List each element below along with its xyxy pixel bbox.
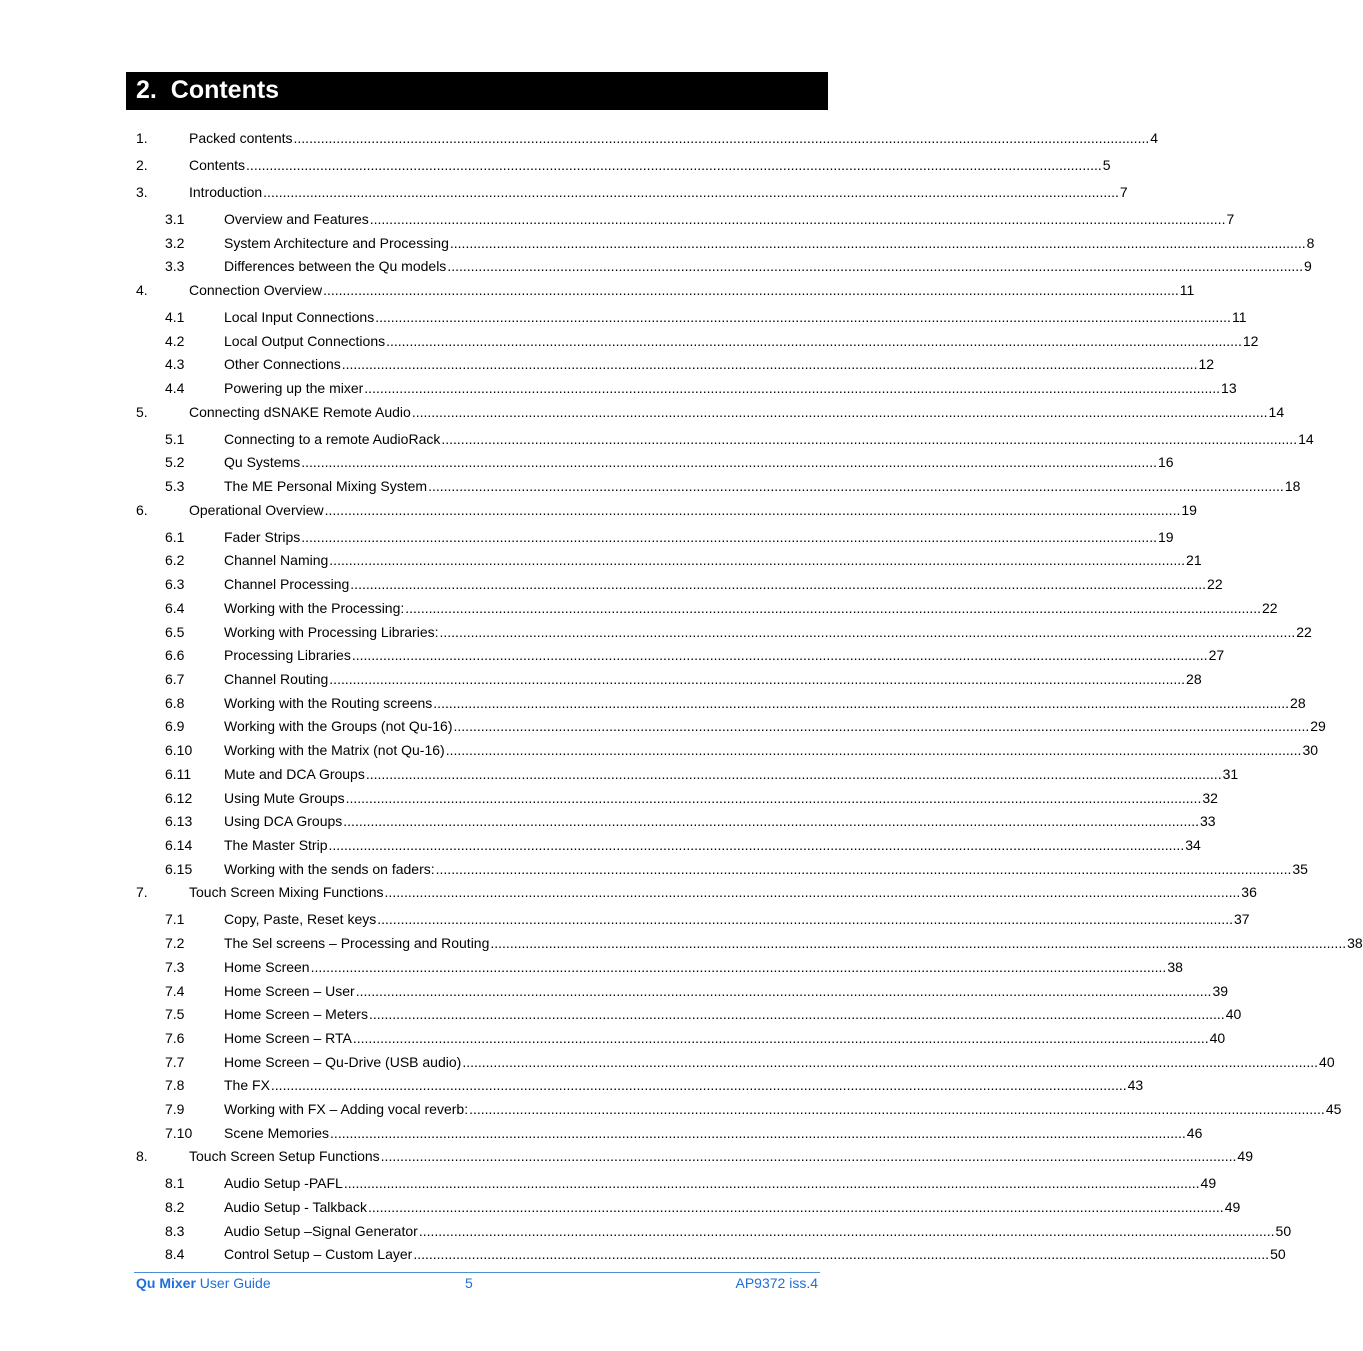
toc-entry-title: Audio Setup –Signal Generator: [224, 1223, 418, 1239]
toc-entry-page: 49: [1200, 1175, 1217, 1191]
toc-entry-page: 38: [1347, 935, 1363, 951]
toc-entry[interactable]: [0, 909, 1250, 929]
toc-entry-link[interactable]: [224, 256, 1312, 276]
toc-entry-title: Touch Screen Mixing Functions: [189, 884, 384, 900]
toc-dot-leader: ............................................................................................................................................................................................................................: [329, 671, 1186, 687]
toc-entry[interactable]: [0, 128, 1159, 148]
toc-entry-page: 4: [1150, 130, 1159, 146]
toc-entry[interactable]: [0, 788, 1218, 808]
toc-entry-page: 16: [1157, 454, 1174, 470]
toc-entry-link[interactable]: [224, 429, 1314, 449]
toc-entry-link[interactable]: [224, 1244, 1286, 1264]
toc-entry-page: 19: [1181, 502, 1197, 518]
toc-entry-number: 5.1: [165, 431, 185, 447]
toc-entry-number: 4.2: [165, 333, 185, 349]
footer-guide-title: [136, 1275, 271, 1291]
toc-entry-number: 6.1: [165, 529, 185, 545]
toc-entry-link[interactable]: [224, 933, 1363, 953]
toc-entry[interactable]: [0, 740, 1319, 760]
toc-entry-link[interactable]: [224, 378, 1237, 398]
toc-entry-title: Fader Strips: [224, 529, 301, 545]
toc-dot-leader: ............................................................................................................................................................................................................................: [330, 1125, 1186, 1141]
section-heading-bar: [126, 72, 828, 110]
toc-dot-leader: ............................................................................................................................................................................................................................: [462, 1054, 1319, 1070]
footer-brand: Qu Mixer: [136, 1275, 196, 1291]
toc-entry-title: Home Screen – User: [224, 983, 355, 999]
toc-entry-title: Working with the sends on faders:: [224, 861, 435, 877]
toc-entry[interactable]: [0, 598, 1278, 618]
toc-entry-page: 22: [1207, 576, 1223, 592]
toc-entry-title: The ME Personal Mixing System: [224, 478, 428, 494]
toc-entry-number: 4.1: [165, 309, 185, 325]
toc-entry-page: 27: [1208, 647, 1225, 663]
toc-dot-leader: ............................................................................................................................................................................................................................: [352, 1030, 1209, 1046]
toc-dot-leader: ............................................................................................................................................................................................................................: [447, 258, 1304, 274]
section-heading-title: Contents: [170, 76, 280, 104]
toc-entry[interactable]: [0, 1075, 1144, 1095]
toc-entry-number: 4.3: [165, 356, 185, 372]
toc-entry-page: 22: [1296, 624, 1312, 640]
toc-dot-leader: ............................................................................................................................................................................................................................: [323, 282, 1179, 298]
toc-entry-number: 4.4: [165, 380, 185, 396]
toc-entry-title: Other Connections: [224, 356, 341, 372]
toc-entry-title: The FX: [224, 1077, 270, 1093]
toc-entry-link[interactable]: [189, 500, 1197, 520]
toc-entry-link[interactable]: [224, 909, 1250, 929]
toc-entry-number: 6.13: [165, 813, 193, 829]
toc-entry[interactable]: [0, 933, 1363, 953]
toc-entry-title: Using Mute Groups: [224, 790, 345, 806]
toc-entry-number: 7.6: [165, 1030, 185, 1046]
toc-entry-number: 5.: [136, 404, 148, 420]
toc-entry-title: Working with FX – Adding vocal reverb:: [224, 1101, 469, 1117]
toc-entry-page: 19: [1157, 529, 1174, 545]
toc-entry-page: 29: [1310, 718, 1326, 734]
toc-entry-number: 6.11: [165, 766, 192, 782]
toc-entry-number: 3.3: [165, 258, 185, 274]
toc-entry-number: 4.: [136, 282, 148, 298]
toc-dot-leader: ............................................................................................................................................................................................................................: [368, 1006, 1225, 1022]
toc-entry-link[interactable]: [189, 1146, 1253, 1166]
toc-entry-link[interactable]: [224, 1075, 1144, 1095]
toc-entry-page: 9: [1304, 258, 1312, 274]
toc-entry[interactable]: [0, 378, 1237, 398]
toc-dot-leader: ............................................................................................................................................................................................................................: [310, 959, 1167, 975]
toc-entry-page: 43: [1127, 1077, 1144, 1093]
toc-dot-leader: ............................................................................................................................................................................................................................: [365, 766, 1222, 782]
toc-entry-link[interactable]: [224, 574, 1223, 594]
toc-entry-title: Home Screen – Meters: [224, 1006, 368, 1022]
toc-dot-leader: ............................................................................................................................................................................................................................: [453, 718, 1310, 734]
toc-entry-link[interactable]: [224, 233, 1315, 253]
toc-entry-number: 7.3: [165, 959, 185, 975]
toc-entry[interactable]: [0, 811, 1216, 831]
toc-entry-title: Overview and Features: [224, 211, 369, 227]
toc-dot-leader: ............................................................................................................................................................................................................................: [246, 157, 1102, 173]
toc-dot-leader: ............................................................................................................................................................................................................................: [329, 552, 1186, 568]
footer-divider: [134, 1272, 820, 1273]
toc-entry-page: 30: [1302, 742, 1319, 758]
toc-entry[interactable]: [0, 452, 1174, 472]
toc-entry-title: Powering up the mixer: [224, 380, 364, 396]
toc-entry[interactable]: [0, 402, 1285, 422]
toc-entry-title: Home Screen – Qu-Drive (USB audio): [224, 1054, 462, 1070]
toc-entry-link[interactable]: [224, 1123, 1203, 1143]
toc-entry-page: 18: [1284, 478, 1301, 494]
toc-entry-title: Copy, Paste, Reset keys: [224, 911, 377, 927]
toc-entry-link[interactable]: [224, 811, 1216, 831]
toc-dot-leader: ............................................................................................................................................................................................................................: [263, 184, 1119, 200]
toc-dot-leader: ............................................................................................................................................................................................................................: [351, 647, 1208, 663]
toc-entry-number: 6.: [136, 502, 148, 518]
toc-entry-page: 7: [1119, 184, 1128, 200]
toc-entry-title: Channel Processing: [224, 576, 350, 592]
toc-entry-number: 7.5: [165, 1006, 185, 1022]
toc-entry[interactable]: [0, 764, 1239, 784]
toc-dot-leader: ............................................................................................................................................................................................................................: [293, 130, 1150, 146]
toc-entry-number: 6.2: [165, 552, 185, 568]
section-heading-number: 2.: [136, 76, 157, 104]
toc-dot-leader: ............................................................................................................................................................................................................................: [384, 884, 1241, 900]
toc-entry[interactable]: [0, 500, 1197, 520]
toc-entry-number: 7.8: [165, 1077, 185, 1093]
toc-entry-link[interactable]: [224, 981, 1229, 1001]
toc-dot-leader: ............................................................................................................................................................................................................................: [350, 576, 1207, 592]
toc-entry-number: 7.10: [165, 1125, 193, 1141]
toc-entry-title: Differences between the Qu models: [224, 258, 447, 274]
toc-entry[interactable]: [0, 1244, 1286, 1264]
toc-dot-leader: ............................................................................................................................................................................................................................: [355, 983, 1212, 999]
toc-entry-page: 39: [1212, 983, 1229, 999]
toc-entry[interactable]: [0, 1173, 1217, 1193]
toc-entry-number: 8.4: [165, 1246, 185, 1262]
toc-entry-number: 6.7: [165, 671, 185, 687]
toc-dot-leader: ............................................................................................................................................................................................................................: [270, 1077, 1127, 1093]
toc-dot-leader: ............................................................................................................................................................................................................................: [441, 431, 1298, 447]
toc-entry[interactable]: [0, 550, 1202, 570]
toc-entry-page: 14: [1268, 404, 1285, 420]
toc-dot-leader: ............................................................................................................................................................................................................................: [301, 454, 1157, 470]
section-heading: [136, 76, 279, 105]
toc-entry-title: Home Screen – RTA: [224, 1030, 352, 1046]
toc-entry-title: Channel Naming: [224, 552, 329, 568]
toc-entry-link[interactable]: [224, 693, 1306, 713]
toc-entry-page: 11: [1231, 309, 1247, 325]
toc-entry-title: Audio Setup - Talkback: [224, 1199, 367, 1215]
toc-dot-leader: ............................................................................................................................................................................................................................: [343, 813, 1200, 829]
toc-entry-number: 6.10: [165, 742, 193, 758]
toc-entry-link[interactable]: [224, 1173, 1217, 1193]
toc-entry-link[interactable]: [224, 452, 1174, 472]
toc-entry[interactable]: [0, 209, 1235, 229]
toc-entry-page: 5: [1102, 157, 1111, 173]
toc-entry[interactable]: [0, 835, 1201, 855]
toc-entry-page: 21: [1186, 552, 1202, 568]
toc-entry-title: Operational Overview: [189, 502, 324, 518]
toc-entry-link[interactable]: [189, 155, 1111, 175]
toc-entry-title: Touch Screen Setup Functions: [189, 1148, 380, 1164]
toc-entry[interactable]: [0, 307, 1247, 327]
toc-entry-title: The Master Strip: [224, 837, 328, 853]
toc-entry-link[interactable]: [189, 882, 1257, 902]
toc-entry-link[interactable]: [224, 716, 1326, 736]
toc-entry-number: 8.3: [165, 1223, 185, 1239]
toc-entry-link[interactable]: [224, 1052, 1335, 1072]
toc-entry[interactable]: [0, 882, 1257, 902]
toc-entry-title: Working with Processing Libraries:: [224, 624, 439, 640]
toc-entry-link[interactable]: [224, 859, 1308, 879]
toc-entry[interactable]: [0, 527, 1174, 547]
toc-entry-page: 33: [1200, 813, 1216, 829]
toc-entry-title: Contents: [189, 157, 246, 173]
toc-entry-page: 11: [1179, 282, 1195, 298]
toc-entry-number: 7.2: [165, 935, 185, 951]
toc-dot-leader: ............................................................................................................................................................................................................................: [449, 235, 1306, 251]
toc-entry[interactable]: [0, 981, 1229, 1001]
toc-entry[interactable]: [0, 716, 1326, 736]
toc-entry-title: Working with the Processing:: [224, 600, 405, 616]
toc-entry-number: 7.4: [165, 983, 185, 999]
toc-entry-number: 7.1: [165, 911, 185, 927]
footer-doc-ref: AP9372 iss.4: [735, 1275, 818, 1291]
toc-entry-page: 40: [1225, 1006, 1242, 1022]
toc-entry-link[interactable]: [224, 331, 1259, 351]
toc-dot-leader: ............................................................................................................................................................................................................................: [301, 529, 1157, 545]
toc-entry[interactable]: [0, 1123, 1203, 1143]
toc-entry[interactable]: [0, 1099, 1342, 1119]
toc-entry-number: 8.2: [165, 1199, 185, 1215]
toc-entry-number: 3.1: [165, 211, 185, 227]
toc-entry-link[interactable]: [224, 957, 1183, 977]
toc-entry-page: 50: [1275, 1223, 1292, 1239]
toc-entry-number: 7.9: [165, 1101, 185, 1117]
toc-entry-title: Working with the Routing screens: [224, 695, 433, 711]
toc-entry[interactable]: [0, 669, 1202, 689]
toc-entry-title: Mute and DCA Groups: [224, 766, 365, 782]
toc-entry[interactable]: [0, 1028, 1226, 1048]
toc-entry-title: Connecting to a remote AudioRack: [224, 431, 441, 447]
toc-dot-leader: ............................................................................................................................................................................................................................: [469, 1101, 1325, 1117]
toc-entry-page: 28: [1290, 695, 1306, 711]
toc-entry-page: 34: [1185, 837, 1201, 853]
toc-entry-page: 46: [1186, 1125, 1203, 1141]
toc-dot-leader: ............................................................................................................................................................................................................................: [377, 911, 1233, 927]
toc-entry-title: Working with the Matrix (not Qu-16): [224, 742, 445, 758]
toc-dot-leader: ............................................................................................................................................................................................................................: [328, 837, 1185, 853]
footer-guide: User Guide: [199, 1275, 271, 1291]
toc-entry-page: 28: [1186, 671, 1202, 687]
toc-entry-number: 6.14: [165, 837, 193, 853]
toc-dot-leader: ............................................................................................................................................................................................................................: [345, 790, 1202, 806]
toc-dot-leader: ............................................................................................................................................................................................................................: [411, 404, 1268, 420]
toc-entry-title: Local Input Connections: [224, 309, 375, 325]
toc-entry-title: Local Output Connections: [224, 333, 386, 349]
toc-entry-page: 35: [1292, 861, 1308, 877]
toc-entry[interactable]: [0, 280, 1195, 300]
toc-dot-leader: ............................................................................................................................................................................................................................: [405, 600, 1261, 616]
toc-entry-title: Processing Libraries: [224, 647, 351, 663]
toc-entry[interactable]: [0, 859, 1308, 879]
toc-entry-number: 6.12: [165, 790, 193, 806]
toc-entry[interactable]: [0, 429, 1314, 449]
toc-entry-link[interactable]: [189, 128, 1159, 148]
toc-entry[interactable]: [0, 233, 1315, 253]
toc-entry-number: 6.8: [165, 695, 185, 711]
toc-entry-title: Qu Systems: [224, 454, 301, 470]
toc-entry-link[interactable]: [224, 1004, 1242, 1024]
toc-entry[interactable]: [0, 1221, 1292, 1241]
toc-dot-leader: ............................................................................................................................................................................................................................: [343, 1175, 1200, 1191]
toc-entry-page: 37: [1233, 911, 1250, 927]
toc-dot-leader: ............................................................................................................................................................................................................................: [386, 333, 1242, 349]
toc-entry-page: 50: [1270, 1246, 1286, 1262]
toc-entry-page: 13: [1221, 380, 1237, 396]
toc-entry-link[interactable]: [189, 182, 1128, 202]
toc-dot-leader: ............................................................................................................................................................................................................................: [364, 380, 1221, 396]
toc-dot-leader: ............................................................................................................................................................................................................................: [375, 309, 1231, 325]
toc-entry-title: Audio Setup -PAFL: [224, 1175, 343, 1191]
toc-entry-number: 5.2: [165, 454, 185, 470]
toc-entry-page: 8: [1306, 235, 1315, 251]
toc-entry[interactable]: [0, 693, 1306, 713]
toc-entry[interactable]: [0, 331, 1259, 351]
toc-entry-page: 22: [1262, 600, 1278, 616]
toc-dot-leader: ............................................................................................................................................................................................................................: [445, 742, 1302, 758]
toc-dot-leader: ............................................................................................................................................................................................................................: [433, 695, 1290, 711]
toc-dot-leader: ............................................................................................................................................................................................................................: [341, 356, 1198, 372]
toc-entry[interactable]: [0, 155, 1111, 175]
toc-entry-link[interactable]: [224, 622, 1312, 642]
toc-entry-link[interactable]: [224, 209, 1235, 229]
toc-dot-leader: ............................................................................................................................................................................................................................: [369, 211, 1226, 227]
toc-entry-page: 40: [1319, 1054, 1335, 1070]
toc-entry-link[interactable]: [224, 669, 1202, 689]
toc-entry-title: Packed contents: [189, 130, 293, 146]
toc-entry-number: 6.15: [165, 861, 193, 877]
toc-entry-number: 2.: [136, 157, 148, 173]
toc-entry-link[interactable]: [224, 740, 1319, 760]
toc-entry-title: Control Setup – Custom Layer: [224, 1246, 413, 1262]
toc-entry[interactable]: [0, 1146, 1253, 1166]
toc-entry-link[interactable]: [224, 527, 1174, 547]
toc-entry-link[interactable]: [224, 835, 1201, 855]
toc-entry-link[interactable]: [224, 764, 1239, 784]
toc-entry-link[interactable]: [224, 476, 1301, 496]
toc-dot-leader: ............................................................................................................................................................................................................................: [428, 478, 1284, 494]
toc-entry-number: 3.: [136, 184, 148, 200]
toc-entry-page: 12: [1242, 333, 1259, 349]
toc-entry-title: Scene Memories: [224, 1125, 330, 1141]
toc-dot-leader: ............................................................................................................................................................................................................................: [418, 1223, 1275, 1239]
toc-entry-page: 31: [1222, 766, 1239, 782]
toc-dot-leader: ............................................................................................................................................................................................................................: [367, 1199, 1224, 1215]
toc-entry-title: Connecting dSNAKE Remote Audio: [189, 404, 411, 420]
toc-entry-page: 32: [1202, 790, 1218, 806]
footer-page-number: 5: [465, 1275, 473, 1291]
toc-entry[interactable]: [0, 574, 1223, 594]
toc-entry-title: System Architecture and Processing: [224, 235, 449, 251]
toc-entry-number: 7.7: [165, 1054, 185, 1070]
toc-entry-link[interactable]: [224, 598, 1278, 618]
toc-entry-link[interactable]: [224, 1028, 1226, 1048]
toc-entry-link[interactable]: [224, 307, 1247, 327]
toc-entry[interactable]: [0, 622, 1312, 642]
toc-entry-link[interactable]: [224, 645, 1225, 665]
toc-entry-page: 38: [1167, 959, 1183, 975]
toc-entry[interactable]: [0, 1004, 1242, 1024]
toc-entry-page: 14: [1298, 431, 1314, 447]
toc-entry[interactable]: [0, 645, 1225, 665]
toc-dot-leader: ............................................................................................................................................................................................................................: [324, 502, 1181, 518]
toc-entry-link[interactable]: [224, 1197, 1241, 1217]
toc-entry[interactable]: [0, 1052, 1335, 1072]
toc-dot-leader: ............................................................................................................................................................................................................................: [435, 861, 1292, 877]
toc-entry-page: 49: [1237, 1148, 1253, 1164]
toc-entry-number: 3.2: [165, 235, 185, 251]
toc-entry[interactable]: [0, 476, 1301, 496]
toc-entry-title: Working with the Groups (not Qu-16): [224, 718, 453, 734]
toc-entry-number: 6.6: [165, 647, 185, 663]
toc-entry-link[interactable]: [224, 550, 1202, 570]
toc-entry-number: 6.9: [165, 718, 185, 734]
toc-entry-number: 5.3: [165, 478, 185, 494]
toc-entry-number: 6.3: [165, 576, 185, 592]
toc-entry-link[interactable]: [224, 354, 1215, 374]
toc-entry[interactable]: [0, 256, 1312, 276]
toc-entry-number: 8.: [136, 1148, 148, 1164]
toc-entry-title: Connection Overview: [189, 282, 323, 298]
toc-entry-title: Using DCA Groups: [224, 813, 343, 829]
toc-entry[interactable]: [0, 354, 1215, 374]
toc-entry-page: 12: [1198, 356, 1215, 372]
toc-entry-link[interactable]: [189, 402, 1285, 422]
toc-entry[interactable]: [0, 957, 1183, 977]
toc-entry-page: 49: [1224, 1199, 1241, 1215]
toc-entry-number: 1.: [136, 130, 148, 146]
toc-dot-leader: ............................................................................................................................................................................................................................: [490, 935, 1347, 951]
toc-entry-title: Channel Routing: [224, 671, 329, 687]
toc-entry-number: 6.4: [165, 600, 185, 616]
toc-dot-leader: ............................................................................................................................................................................................................................: [439, 624, 1296, 640]
toc-entry[interactable]: [0, 182, 1128, 202]
toc-entry-number: 8.1: [165, 1175, 185, 1191]
toc-entry-page: 45: [1325, 1101, 1342, 1117]
toc-entry-number: 7.: [136, 884, 148, 900]
toc-entry-number: 6.5: [165, 624, 185, 640]
toc-entry-page: 36: [1241, 884, 1257, 900]
toc-entry-title: The Sel screens – Processing and Routing: [224, 935, 490, 951]
toc-dot-leader: ............................................................................................................................................................................................................................: [413, 1246, 1270, 1262]
toc-entry-page: 7: [1226, 211, 1235, 227]
toc-entry-link[interactable]: [189, 280, 1195, 300]
toc-entry-page: 40: [1209, 1030, 1226, 1046]
toc-entry[interactable]: [0, 1197, 1241, 1217]
toc-dot-leader: ............................................................................................................................................................................................................................: [380, 1148, 1237, 1164]
toc-entry-link[interactable]: [224, 1221, 1292, 1241]
toc-entry-link[interactable]: [224, 1099, 1342, 1119]
toc-entry-title: Introduction: [189, 184, 263, 200]
toc-entry-link[interactable]: [224, 788, 1218, 808]
toc-entry-title: Home Screen: [224, 959, 310, 975]
